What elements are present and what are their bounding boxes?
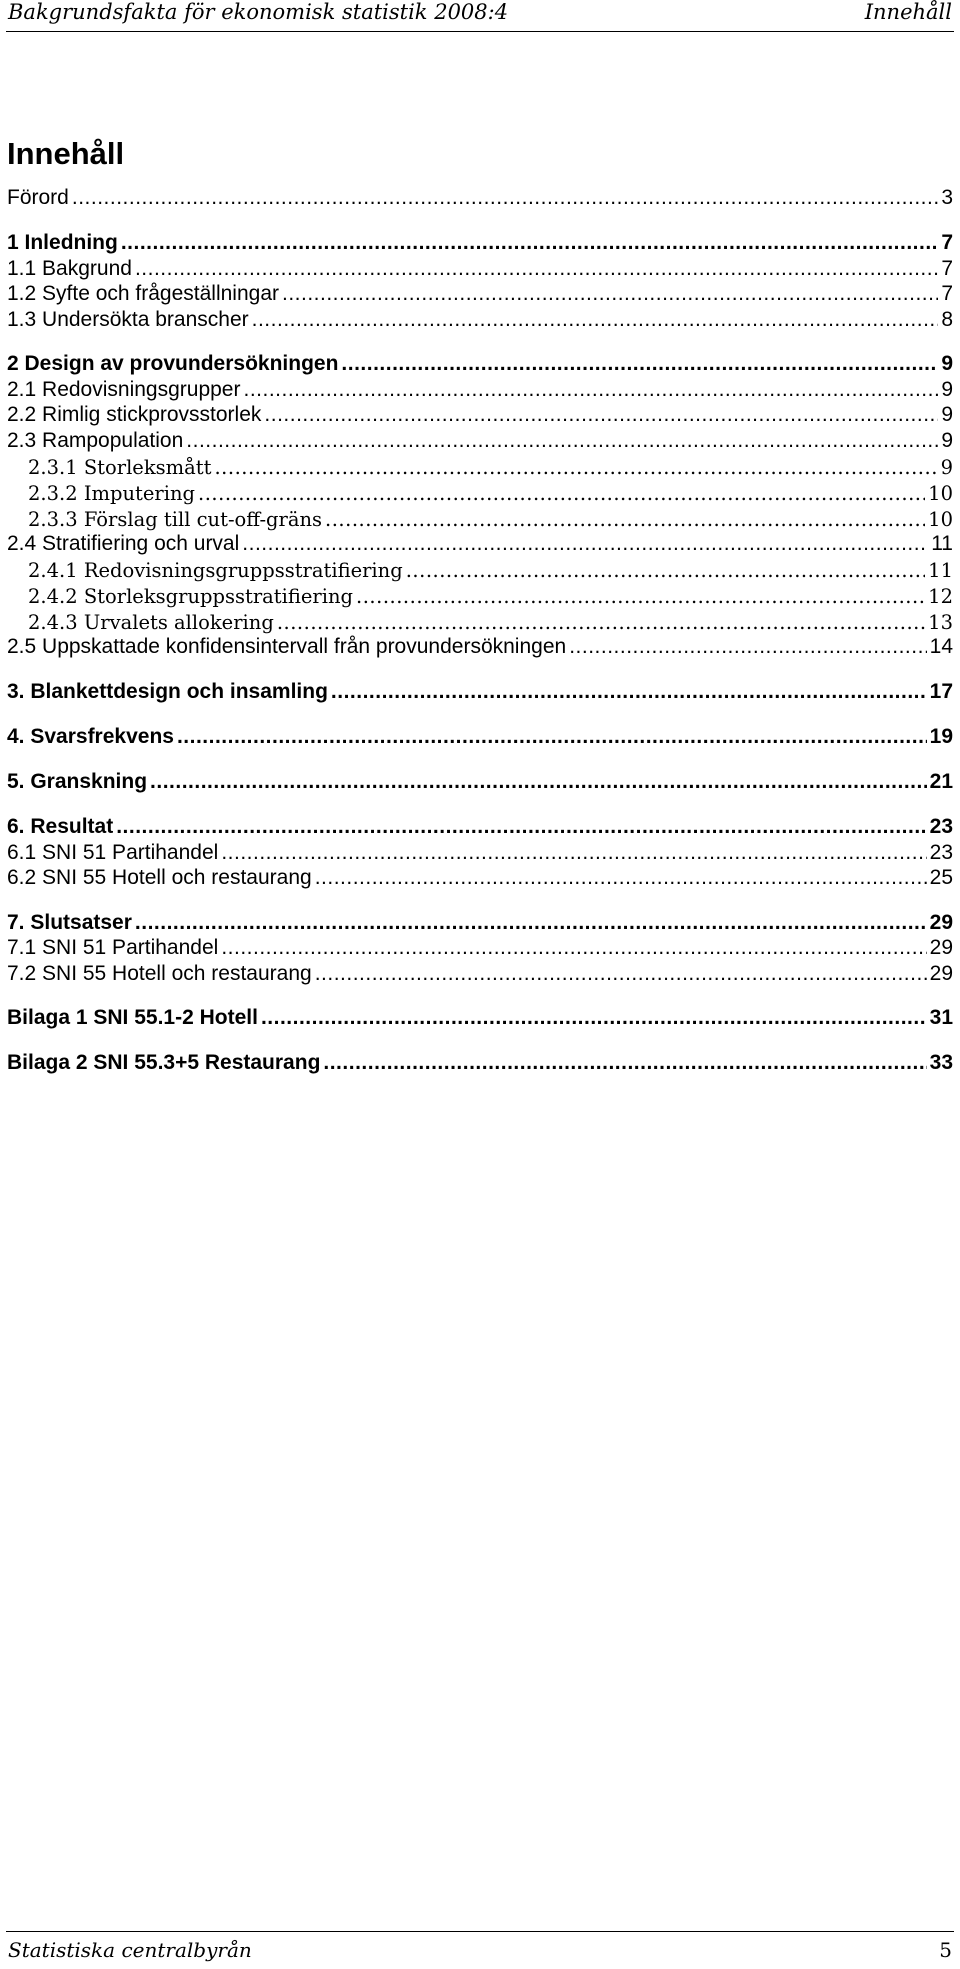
toc-entry-page: 7: [941, 231, 953, 254]
toc-leader-dots: [198, 482, 925, 505]
toc-entry-label: Bilaga 1 SNI 55.1-2 Hotell: [7, 1006, 258, 1029]
toc-leader-dots: [264, 403, 938, 427]
toc-leader-dots: [72, 186, 938, 210]
toc-entry-2-4-2[interactable]: [28, 585, 953, 613]
toc-entry-2-3-2[interactable]: [28, 482, 953, 510]
toc-entry-1-2[interactable]: [7, 282, 953, 310]
page-title: Innehåll: [7, 136, 125, 171]
toc-entry-page: 29: [929, 962, 953, 985]
toc-entry-2-4[interactable]: [7, 532, 953, 560]
toc-leader-dots: [315, 962, 927, 986]
toc-leader-dots: [569, 635, 926, 659]
toc-entry-7-2[interactable]: [7, 962, 953, 990]
toc-entry-page: 7: [941, 257, 953, 280]
toc-entry-bilaga-1[interactable]: [7, 1006, 953, 1034]
toc-leader-dots: [121, 231, 938, 255]
toc-entry-page: 9: [941, 403, 953, 426]
toc-entry-2-3[interactable]: [7, 429, 953, 457]
toc-entry-label: 6. Resultat: [7, 815, 114, 838]
toc-entry-label: 2 Design av provundersökningen: [7, 352, 339, 375]
toc-entry-label: 1.2 Syfte och frågeställningar: [7, 282, 279, 305]
toc-entry-label: 2.3.2 Imputering: [28, 482, 196, 505]
toc-entry-6-2[interactable]: [7, 866, 953, 894]
toc-entry-label: 2.3 Rampopulation: [7, 429, 184, 452]
toc-entry-1-1[interactable]: [7, 257, 953, 285]
toc-leader-dots: [177, 725, 927, 749]
toc-leader-dots: [243, 378, 938, 402]
toc-entry-page: 7: [941, 282, 953, 305]
toc-entry-page: 11: [931, 532, 953, 555]
toc-entry-page: 9: [941, 429, 953, 452]
toc-leader-dots: [277, 611, 925, 634]
toc-entry-label: 2.4.3 Urvalets allokering: [28, 611, 274, 634]
toc-entry-label: 2.4.2 Storleksgruppsstratifiering: [28, 585, 354, 608]
toc-entry-page: 19: [929, 725, 953, 748]
toc-entry-label: 2.4 Stratifiering och urval: [7, 532, 240, 555]
toc-entry-label: 3. Blankettdesign och insamling: [7, 680, 328, 703]
toc-entry-chapter-7[interactable]: [7, 911, 953, 939]
toc-entry-label: 1.3 Undersökta branscher: [7, 308, 249, 331]
toc-entry-2-3-1[interactable]: [28, 456, 953, 484]
toc-entry-page: 9: [941, 378, 953, 401]
toc-entry-page: 9: [941, 352, 953, 375]
toc-leader-dots: [221, 841, 926, 865]
toc-entry-label: Förord: [7, 186, 69, 209]
toc-entry-label: 6.2 SNI 55 Hotell och restaurang: [7, 866, 312, 889]
toc-entry-page: 3: [941, 186, 953, 209]
toc-leader-dots: [150, 770, 927, 794]
toc-leader-dots: [282, 282, 938, 306]
toc-leader-dots: [221, 936, 926, 960]
toc-entry-page: 13: [928, 611, 953, 634]
toc-entry-1-3[interactable]: [7, 308, 953, 336]
toc-entry-label: 2.1 Redovisningsgrupper: [7, 378, 241, 401]
toc-entry-label: 2.2 Rimlig stickprovsstorlek: [7, 403, 262, 426]
toc-entry-chapter-2[interactable]: [7, 352, 953, 380]
toc-leader-dots: [135, 911, 927, 935]
toc-entry-page: 31: [929, 1006, 953, 1029]
toc-entry-2-1[interactable]: [7, 378, 953, 406]
toc-leader-dots: [315, 866, 927, 890]
toc-entry-chapter-3[interactable]: [7, 680, 953, 708]
toc-leader-dots: [242, 532, 928, 556]
toc-entry-page: 29: [929, 936, 953, 959]
toc-leader-dots: [325, 508, 925, 531]
toc-entry-chapter-5[interactable]: [7, 770, 953, 798]
toc-leader-dots: [341, 352, 938, 376]
toc-leader-dots: [252, 308, 939, 332]
toc-entry-2-2[interactable]: [7, 403, 953, 431]
toc-entry-chapter-4[interactable]: [7, 725, 953, 753]
toc-entry-label: 5. Granskning: [7, 770, 148, 793]
toc-entry-page: 9: [940, 456, 953, 479]
toc-entry-page: 33: [929, 1051, 953, 1074]
toc-entry-label: 2.3.3 Förslag till cut-off-gräns: [28, 508, 323, 531]
toc-leader-dots: [214, 456, 937, 479]
toc-entry-page: 10: [928, 482, 953, 505]
toc-leader-dots: [261, 1006, 927, 1030]
toc-entry-6-1[interactable]: [7, 841, 953, 869]
toc-entry-7-1[interactable]: [7, 936, 953, 964]
toc-leader-dots: [406, 559, 925, 582]
toc-entry-label: Bilaga 2 SNI 55.3+5 Restaurang: [7, 1051, 321, 1074]
toc-entry-label: 2.5 Uppskattade konfidensintervall från provundersökningen: [7, 635, 567, 658]
toc-entry-chapter-6[interactable]: [7, 815, 953, 843]
toc-leader-dots: [356, 585, 925, 608]
toc-entry-page: 23: [929, 815, 953, 838]
toc-entry-label: 6.1 SNI 51 Partihandel: [7, 841, 219, 864]
toc-entry-page: 14: [929, 635, 953, 658]
toc-leader-dots: [186, 429, 938, 453]
toc-entry-foerord[interactable]: [7, 186, 953, 214]
toc-leader-dots: [135, 257, 938, 281]
toc-entry-label: 1.1 Bakgrund: [7, 257, 132, 280]
header-publication-title: Bakgrundsfakta för ekonomisk statistik 2008:4: [8, 0, 509, 24]
toc-entry-page: 17: [929, 680, 953, 703]
toc-entry-bilaga-2[interactable]: [7, 1051, 953, 1079]
toc-entry-2-5[interactable]: [7, 635, 953, 663]
toc-entry-page: 29: [929, 911, 953, 934]
toc-entry-label: 7. Slutsatser: [7, 911, 132, 934]
toc-entry-2-4-1[interactable]: [28, 559, 953, 587]
toc-entry-label: 1 Inledning: [7, 231, 118, 254]
running-footer: [8, 1938, 952, 1966]
toc-entry-page: 23: [929, 841, 953, 864]
toc-entry-label: 7.2 SNI 55 Hotell och restaurang: [7, 962, 312, 985]
toc-leader-dots: [116, 815, 926, 839]
toc-entry-page: 21: [929, 770, 953, 793]
footer-rule: [6, 1931, 954, 1932]
toc-entry-page: 11: [928, 559, 953, 582]
toc-leader-dots: [331, 680, 927, 704]
header-section-name: Innehåll: [864, 0, 952, 24]
toc-entry-page: 12: [928, 585, 953, 608]
toc-entry-page: 25: [929, 866, 953, 889]
toc-entry-label: 2.4.1 Redovisningsgruppsstratifiering: [28, 559, 403, 582]
toc-entry-label: 2.3.1 Storleksmått: [28, 456, 212, 479]
toc-entry-chapter-1[interactable]: [7, 231, 953, 259]
toc-leader-dots: [323, 1051, 926, 1075]
toc-entry-label: 4. Svarsfrekvens: [7, 725, 174, 748]
toc-entry-page: 8: [941, 308, 953, 331]
footer-publisher: Statistiska centralbyrån: [8, 1938, 252, 1962]
toc-entry-label: 7.1 SNI 51 Partihandel: [7, 936, 219, 959]
toc-entry-page: 10: [928, 508, 953, 531]
page-number: 5: [939, 1938, 952, 1962]
